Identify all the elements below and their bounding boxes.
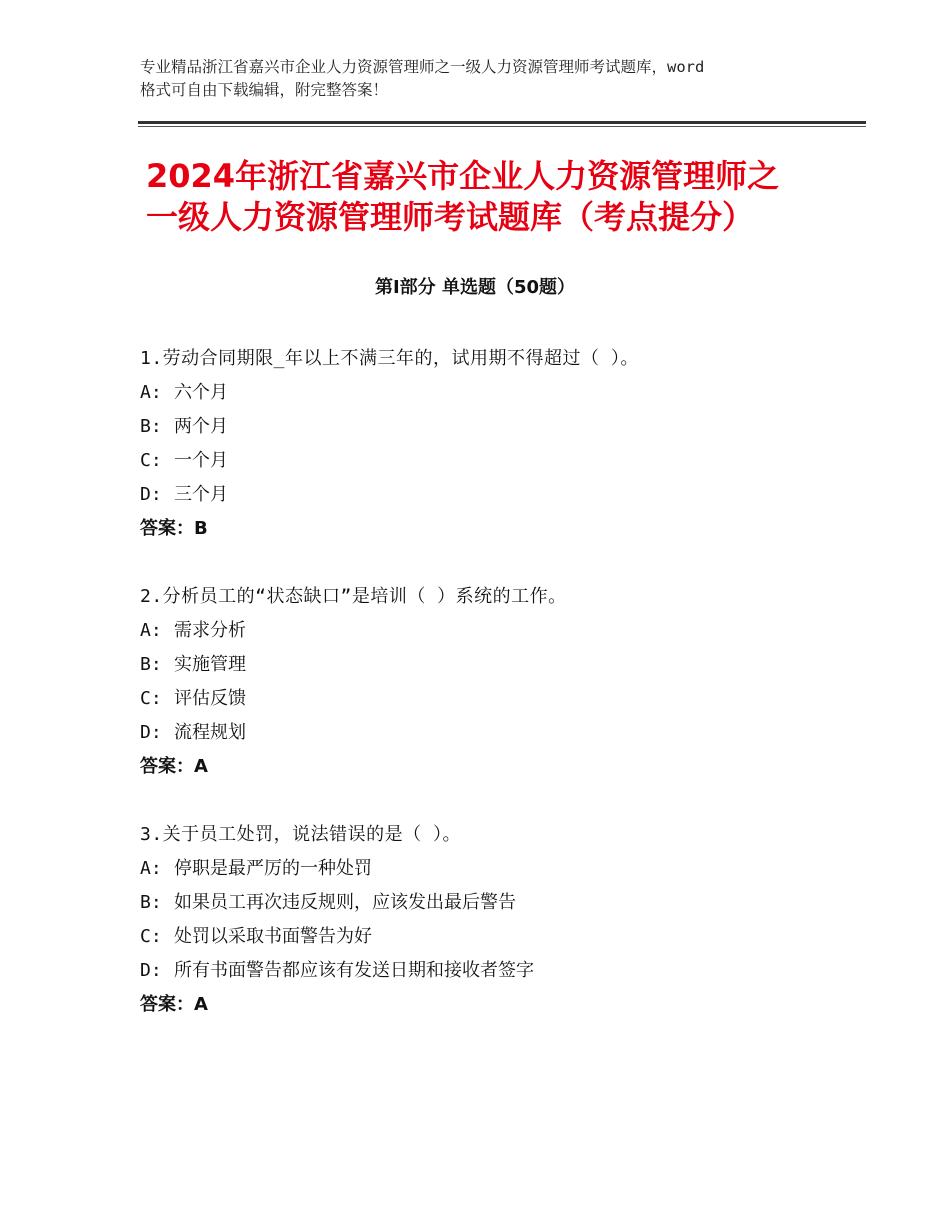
option-text: 一个月 — [174, 450, 228, 471]
option-a — [140, 376, 860, 410]
document-title-line-1: 2024年浙江省嘉兴市企业人力资源管理师之 — [146, 157, 780, 195]
option-label: A: — [140, 858, 162, 879]
header-divider-thin — [138, 126, 866, 127]
option-text: 评估反馈 — [174, 688, 246, 709]
document-title-line-2: 一级人力资源管理师考试题库（考点提分） — [146, 198, 755, 236]
option-label: B: — [140, 892, 162, 913]
header-divider-thick — [138, 121, 866, 124]
option-a — [140, 614, 860, 648]
option-label: B: — [140, 416, 162, 437]
option-text: 实施管理 — [174, 654, 246, 675]
option-d — [140, 478, 860, 512]
option-b — [140, 886, 860, 920]
header-note — [140, 56, 840, 102]
question-list — [140, 342, 860, 1056]
question-stem: 3.关于员工处罚，说法错误的是（ ）。 — [140, 824, 462, 845]
question-2 — [140, 580, 860, 784]
option-label: D: — [140, 960, 162, 981]
question-3 — [140, 818, 860, 1022]
option-text: 需求分析 — [174, 620, 246, 641]
option-c — [140, 444, 860, 478]
option-label: D: — [140, 722, 162, 743]
option-text: 流程规划 — [174, 722, 246, 743]
option-label: C: — [140, 450, 162, 471]
option-c — [140, 682, 860, 716]
option-label: B: — [140, 654, 162, 675]
option-a — [140, 852, 860, 886]
question-1 — [140, 342, 860, 546]
option-label: A: — [140, 620, 162, 641]
header-note-line-2: 格式可自由下载编辑，附完整答案！ — [140, 81, 389, 99]
option-c — [140, 920, 860, 954]
option-text: 所有书面警告都应该有发送日期和接收者签字 — [174, 960, 534, 981]
option-d — [140, 716, 860, 750]
answer: 答案：A — [140, 756, 208, 777]
option-label: C: — [140, 688, 162, 709]
section-heading: 第Ⅰ部分 单选题（50题） — [374, 277, 575, 298]
option-text: 三个月 — [174, 484, 228, 505]
option-text: 如果员工再次违反规则，应该发出最后警告 — [174, 892, 516, 913]
document-title — [146, 156, 846, 238]
answer: 答案：B — [140, 518, 208, 539]
question-stem: 1.劳动合同期限_年以上不满三年的，试用期不得超过（ ）。 — [140, 348, 639, 369]
option-text: 停职是最严厉的一种处罚 — [174, 858, 372, 879]
option-d — [140, 954, 860, 988]
option-label: A: — [140, 382, 162, 403]
option-label: D: — [140, 484, 162, 505]
option-b — [140, 648, 860, 682]
option-label: C: — [140, 926, 162, 947]
answer: 答案：A — [140, 994, 208, 1015]
option-text: 六个月 — [174, 382, 228, 403]
option-b — [140, 410, 860, 444]
header-note-line-1: 专业精品浙江省嘉兴市企业人力资源管理师之一级人力资源管理师考试题库，word — [140, 58, 705, 76]
option-text: 两个月 — [174, 416, 228, 437]
question-stem: 2.分析员工的“状态缺口”是培训（ ）系统的工作。 — [140, 586, 567, 607]
option-text: 处罚以采取书面警告为好 — [174, 926, 372, 947]
